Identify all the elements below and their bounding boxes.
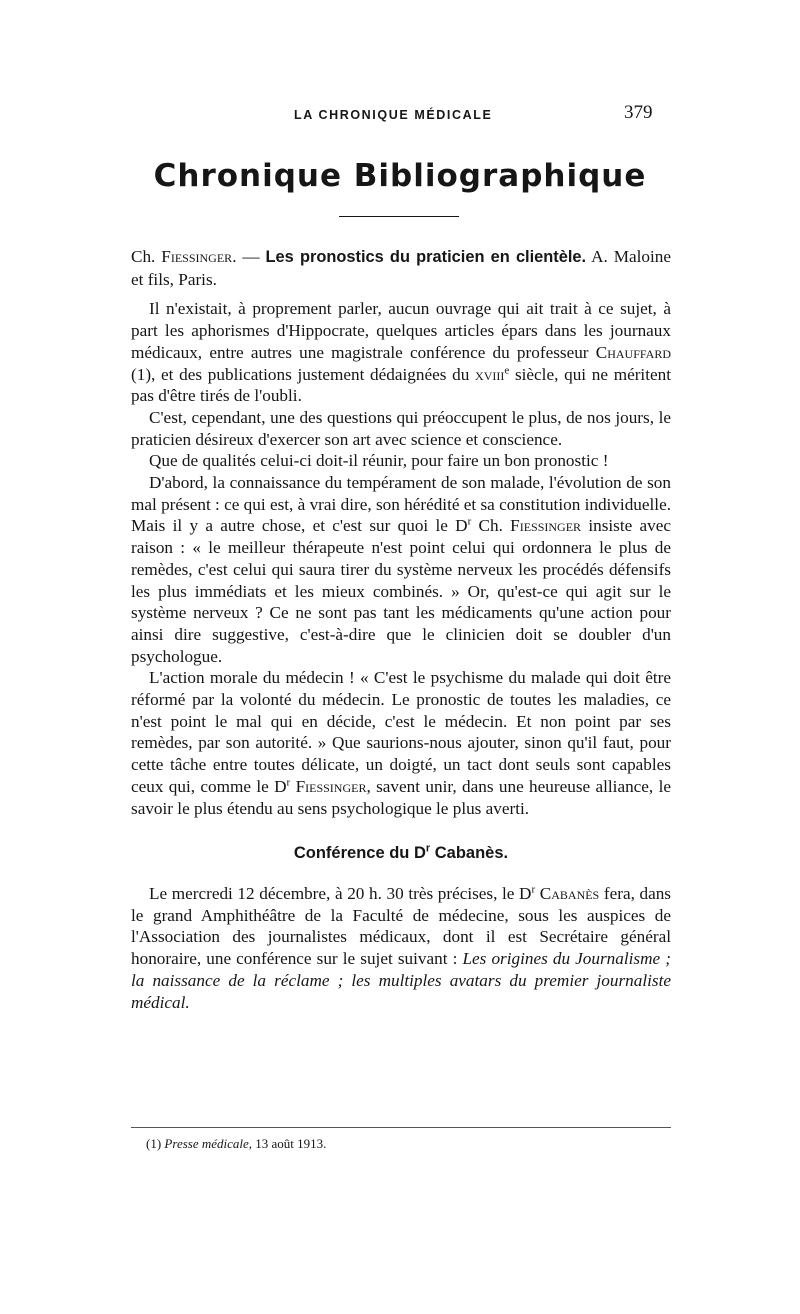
conference-heading	[131, 843, 671, 865]
review-paragraph-1	[131, 298, 671, 407]
article-body	[131, 246, 671, 1013]
superscript: r	[425, 842, 431, 855]
publisher: A. Maloine et fils, Paris.	[131, 247, 672, 289]
page-number: 379	[624, 102, 653, 123]
author-surname: Fiessinger	[161, 247, 233, 266]
text-run: L'action morale du médecin ! « C'est le psychisme du malade qui doit être réformé par la volonté du médecin. Le pronostic de toutes les maladies, ce n'est point le mal qui en décide, c'est le médecin. Et non point par ses remèdes, par son autorité. » Que saurions-nous ajouter, sinon qu'il faut, pour cette tâche entre toutes délicate, un doigté, un tact dont seuls sont capables ceux qui, comme le D	[131, 668, 671, 796]
text-run: siècle, qui ne méritent pas d'être tirés de l'oubli.	[131, 364, 671, 406]
superscript: r	[467, 515, 472, 528]
text-run: , savent unir, dans une heureuse alliance, le savoir le plus étendu au sens psychologique le plus averti.	[131, 776, 671, 818]
footnote	[146, 1136, 326, 1152]
conference-topic: Les origines du Journalisme ; la naissance de la réclame ; les multiples avatars du premier journaliste médical.	[131, 949, 671, 1012]
text-run: Cabanès.	[430, 844, 509, 863]
reference-dash: . —	[232, 247, 266, 266]
person-name: Fiessinger	[295, 776, 367, 796]
author-initials: Ch.	[131, 247, 162, 266]
title-rule	[339, 216, 459, 217]
journal-name: LA CHRONIQUE MÉDICALE	[294, 108, 493, 122]
conference-paragraph	[131, 883, 671, 1013]
review-paragraph-3: Que de qualités celui-ci doit-il réunir, pour faire un bon pronostic !	[149, 451, 609, 471]
text-run: Ch.	[471, 516, 511, 536]
text-run: Il n'existait, à proprement parler, aucun ouvrage qui ait trait à ce sujet, à part les aphorismes d'Hippocrate, quelques articles épars dans les journaux médicaux, entre autres une magistrale conférence du professeur	[131, 299, 671, 362]
person-name: Chauffard	[595, 342, 671, 362]
superscript: r	[286, 776, 291, 789]
footnote-date: 13 août 1913.	[252, 1136, 327, 1151]
running-head	[0, 104, 800, 128]
superscript: r	[531, 883, 536, 896]
text-run: D'abord, la connaissance du tempérament de son malade, l'évolution de son mal présent : ce qui est, à vrai dire, son hérédité et sa constitution individuelle. Mais il y a autre chose, et c'est sur quoi le D	[131, 473, 671, 536]
section-title: Chronique Bibliographique	[153, 158, 647, 194]
text-run: Le mercredi 12 décembre, à 20 h. 30 très précises, le D	[149, 883, 532, 903]
review-paragraph-4	[131, 472, 671, 667]
century-numeral: xviii	[475, 364, 505, 384]
text-run: (1), et des publications justement dédaignées du	[131, 364, 476, 384]
footnote-rule	[131, 1127, 671, 1128]
person-name: Fiessinger	[510, 516, 582, 536]
footnote-source: Presse médicale,	[164, 1136, 253, 1151]
superscript: e	[504, 363, 510, 376]
review-paragraph-2: C'est, cependant, une des questions qui préoccupent le plus, de nos jours, le praticien désireux d'exercer son art avec science et conscience.	[131, 407, 671, 449]
person-name: Cabanès	[539, 883, 600, 903]
review-paragraph-5	[131, 667, 671, 819]
book-title: Les pronostics du praticien en clientèle.	[265, 248, 587, 266]
text-run: fera, dans le grand Amphithéâtre de la Faculté de médecine, sous les auspices de l'Association des journalistes médicaux, dont il est Secrétaire général honoraire, une conférence sur le sujet suivant :	[131, 883, 671, 969]
book-reference	[131, 246, 671, 290]
text-run: insiste avec raison : « le meilleur thérapeute n'est point celui qui ordonnera le plus de remèdes, c'est celui qui saura tirer du système nerveux les procédés défensifs les plus immédiats et les mieux combinés. » Or, qu'est-ce qui agit sur le système nerveux ? Ce ne sont pas tant les médicaments qu'une action pour ainsi dire suggestive, c'est-à-dire que le clinicien doit se doubler d'un psychologue.	[131, 516, 672, 666]
text-run: Conférence du D	[293, 844, 426, 863]
footnote-marker: (1)	[146, 1136, 165, 1151]
